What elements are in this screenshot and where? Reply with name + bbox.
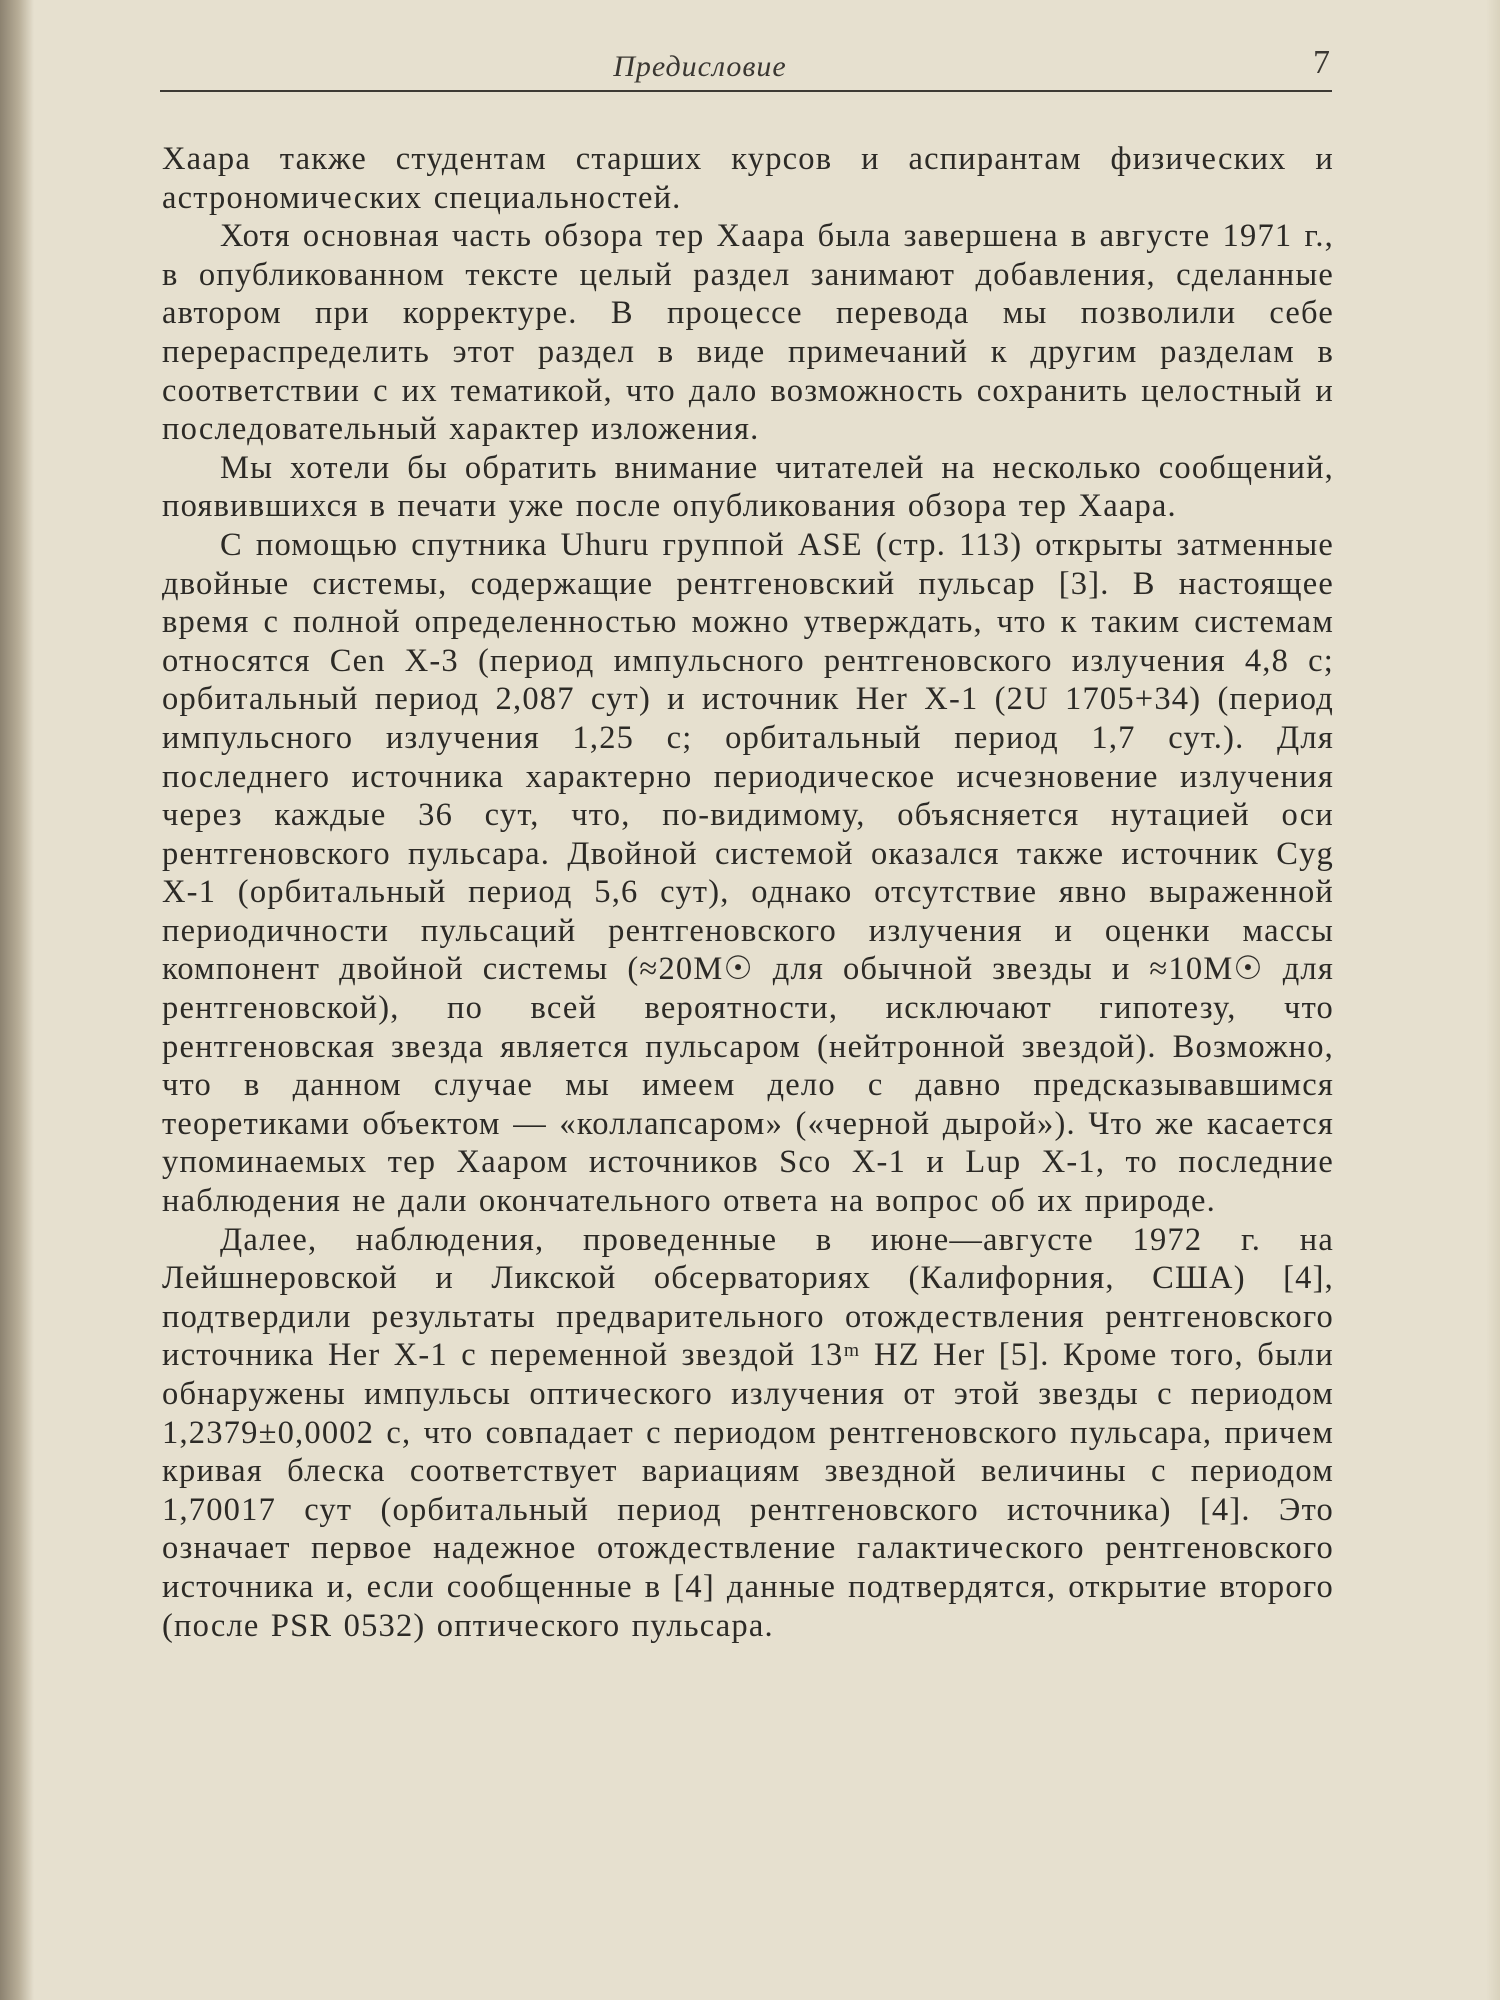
header-rule (160, 90, 1332, 92)
paragraph: Хотя основная часть обзора тер Хаара была завершена в августе 1971 г., в опубликованном тексте целый раздел занимают добавления, сделанные автором при корректуре. В процессе перевода мы позволили себе перераспределить этот раздел в виде примечаний к другим разделам в соответствии с их тематикой, что дало возможность сохранить целостный и последовательный характер изложения. (162, 218, 1334, 448)
paragraph: Далее, наблюдения, проведенные в июне—августе 1972 г. на Лейшнеровской и Ликской обсерваториях (Калифорния, США) [4], подтвердили результаты предварительного отождествления рентгеновского источника Her X-1 с переменной звездой 13ᵐ HZ Her [5]. Кроме того, были обнаружены импульсы оптического излучения от этой звезды с периодом 1,2379±0,0002 с, что совпадает с периодом рентгеновского пульсара, причем кривая блеска соответствует вариациям звездной величины с периодом 1,70017 сут (орбитальный период рентгеновского источника) [4]. Это означает первое надежное отождествление галактического рентгеновского источника и, если сообщенные в [4] данные подтвердятся, открытие второго (после PSR 0532) оптического пульсара. (162, 1221, 1334, 1644)
body-text (162, 140, 1334, 1645)
page-number: 7 (1313, 44, 1330, 81)
paragraph: С помощью спутника Uhuru группой ASE (стр. 113) открыты затменные двойные системы, содержащие рентгеновский пульсар [3]. В настоящее время с полной определенностью можно утверждать, что к таким системам относятся Cen X-3 (период импульсного рентгеновского излучения 4,8 с; орбитальный период 2,087 сут) и источник Her X-1 (2U 1705+34) (период импульсного излучения 1,25 с; орбитальный период 1,7 сут.). Для последнего источника характерно периодическое исчезновение излучения через каждые 36 сут, что, по-видимому, объясняется нутацией оси рентгеновского пульсара. Двойной системой оказался также источник Cyg X-1 (орбитальный период 5,6 сут), однако отсутствие явно выраженной периодичности пульсаций рентгеновского излучения и оценки массы компонент двойной системы (≈20M☉ для обычной звезды и ≈10M☉ для рентгеновской), по всей вероятности, исключают гипотезу, что рентгеновская звезда является пульсаром (нейтронной звездой). Возможно, что в данном случае мы имеем дело с давно предсказывавшимся теоретиками объектом — «коллапсаром» («черной дырой»). Что же касается упоминаемых тер Хааром источников Sco X-1 и Lup X-1, то последние наблюдения не дали окончательного ответа на вопрос об их природе. (162, 526, 1334, 1220)
paragraph-continued: Хаара также студентам старших курсов и аспирантам физических и астрономических специальностей. (162, 141, 1334, 216)
running-head (160, 44, 1330, 94)
paragraph: Мы хотели бы обратить внимание читателей на несколько сообщений, появившихся в печати уже после опубликования обзора тер Хаара. (162, 449, 1334, 525)
running-title: Предисловие (613, 50, 787, 83)
